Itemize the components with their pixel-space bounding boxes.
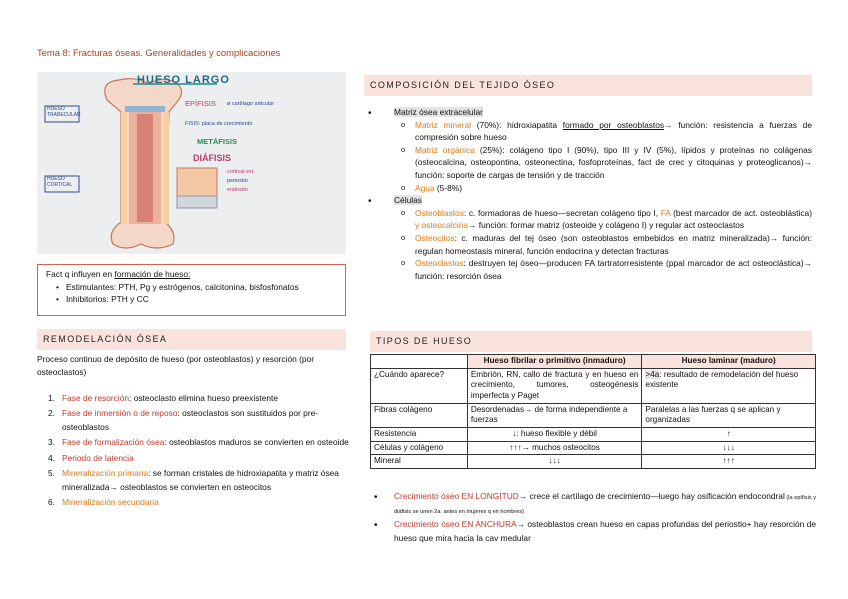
bone-diagram-photo (37, 72, 346, 254)
list-item: 1. Fase de resorción: osteoclasto elimina hueso preexistente (48, 393, 279, 403)
table-header-row (371, 355, 816, 369)
factors-heading: Fact q influyen en formación de hueso: (46, 269, 191, 279)
list-item: 6. Mineralización secundaria (48, 497, 159, 508)
diagram-label-periostio: periostio (227, 178, 248, 184)
list-item: • Inhibitorios: PTH y CC (56, 293, 337, 306)
page-title: Tema 8: Fracturas óseas. Generalidades y complicaciones (37, 47, 281, 58)
diagram-label-cartilago: ø cartílago articular (227, 101, 275, 107)
column-header: Hueso fibrilar o primitivo (inmaduro) (467, 355, 642, 369)
diagram-label-cortical: HUESO CORTICAL (47, 176, 73, 188)
list-item: • Crecimiento óseo EN ANCHURA→ osteoblastos crean hueso en capas profundas del periostio+ hay resorción de hueso que mira hacia la cav medular (370, 518, 816, 546)
list-item: • Células (364, 194, 812, 207)
list-item: o Matriz orgánica (25%): colágeno tipo I (90%), tipo III y IV (5%), lípidos y proteínas no colágenas (osteocalcina, osteopontina, osteonectina, fosfoproteínas, fact de crec y citoquinas y proteoglicanos)→ función: soporte de cargas de tensión y de tracción (364, 144, 812, 182)
list-item: 5. Mineralización primaria: se forman cristales de hidroxiapatita y matriz ósea mineralizada→ osteoblastos se convierten en osteocitos (48, 468, 339, 492)
diagram-heading: HUESO LARGO (137, 74, 230, 86)
diagram-label-metafisis: METÁFISIS (197, 137, 238, 146)
diagram-label-trabecular: HUESO TRABECULAR (47, 106, 81, 118)
diagram-label-diafisis: DIÁFISIS (193, 153, 232, 163)
tipos-table (370, 354, 816, 469)
composicion-heading: COMPOSICIÓN DEL TEJIDO ÓSEO (364, 75, 812, 96)
list-item: 4. Periodo de latencia (48, 452, 134, 463)
table-row: Células y colágeno ↑↑↑→ muchos osteocitos ↓↓↓ (371, 441, 816, 455)
list-item: o Matriz mineral (70%): hidroxiapatita formado por osteoblastos→ función: resistencia a fuerzas de compresión sobre hueso (364, 119, 812, 144)
remodelacion-steps (37, 392, 352, 512)
table-row: ¿Cuándo aparece? Embrión, RN, callo de fractura y en hueso en crecimiento, tumores, osteogénesis imperfecta y Paget >4a: resultado de remodelación del hueso existente (371, 368, 816, 403)
list-item: 2. Fase de inmersión o de reposo: osteoclastos son sustituidos por pre-osteoblastos (48, 408, 319, 432)
remodelacion-intro: Proceso continuo de depósito de hueso (por osteoblastos) y resorción (por osteoclastos) (37, 354, 315, 378)
diagram-label-fisis: FISIS: placa de crecimiento (185, 121, 253, 127)
diagram-label-epifisis: EPÍFISIS (185, 99, 216, 108)
list-item: o Osteoclastos: destruyen tej óseo—producen FA tartratorresistente (ppal marcador de act osteoclástica)→ función: resorción ósea (364, 257, 812, 282)
tipos-heading: TIPOS DE HUESO (370, 331, 812, 352)
diagram-label-endostio: endostio (227, 187, 248, 193)
diagram-label-cortical-ext: cortical ext. (227, 169, 255, 175)
factors-box (37, 264, 346, 316)
list-item: o Osteoblastos: c. formadoras de hueso—secretan colágeno tipo I, FA (best marcador de act. osteoblástica) y osteocalcina→ función: formar matriz (osteoide y colágeno I) y regular act osteoclastos (364, 207, 812, 232)
column-header: Hueso laminar (maduro) (642, 355, 816, 369)
list-item: • Estimulantes: PTH, Pg y estrógenos, calcitonina, bisfosfonatos (56, 281, 337, 294)
factors-list (46, 281, 337, 306)
list-item: o Agua (5-8%) (364, 182, 812, 195)
table-row: Fibras colágeno Desordenadas→ de forma independiente a fuerzas Paralelas a las fuerzas q se aplican y organizadas (371, 403, 816, 427)
list-item: • Matriz ósea extracelular (364, 106, 812, 119)
remodelacion-heading: REMODELACIÓN ÓSEA (37, 329, 346, 350)
crecimiento-section (370, 490, 816, 545)
table-row: Mineral ↓↓↓ ↑↑↑ (371, 455, 816, 469)
list-item: o Osteocitos: c. maduras del tej óseo (son osteoblastos embebidos en matriz mineralizada)→ función: regulan homeostasis mineral, función endocrina y detectan fracturas (364, 232, 812, 257)
table-row: Resistencia ↓: hueso flexible y débil ↑ (371, 427, 816, 441)
composicion-body (364, 106, 812, 283)
column-header (371, 355, 468, 369)
list-item: • Crecimiento óseo EN LONGITUD→ crece el cartílago de crecimiento—luego hay osificación endocondral (la epífisis y diáfisis se unen 2a. antes en mujeres q en hombres) (370, 490, 816, 518)
list-item: 3. Fase de formalización ósea: osteoblastos maduros se convierten en osteoide (48, 437, 349, 448)
